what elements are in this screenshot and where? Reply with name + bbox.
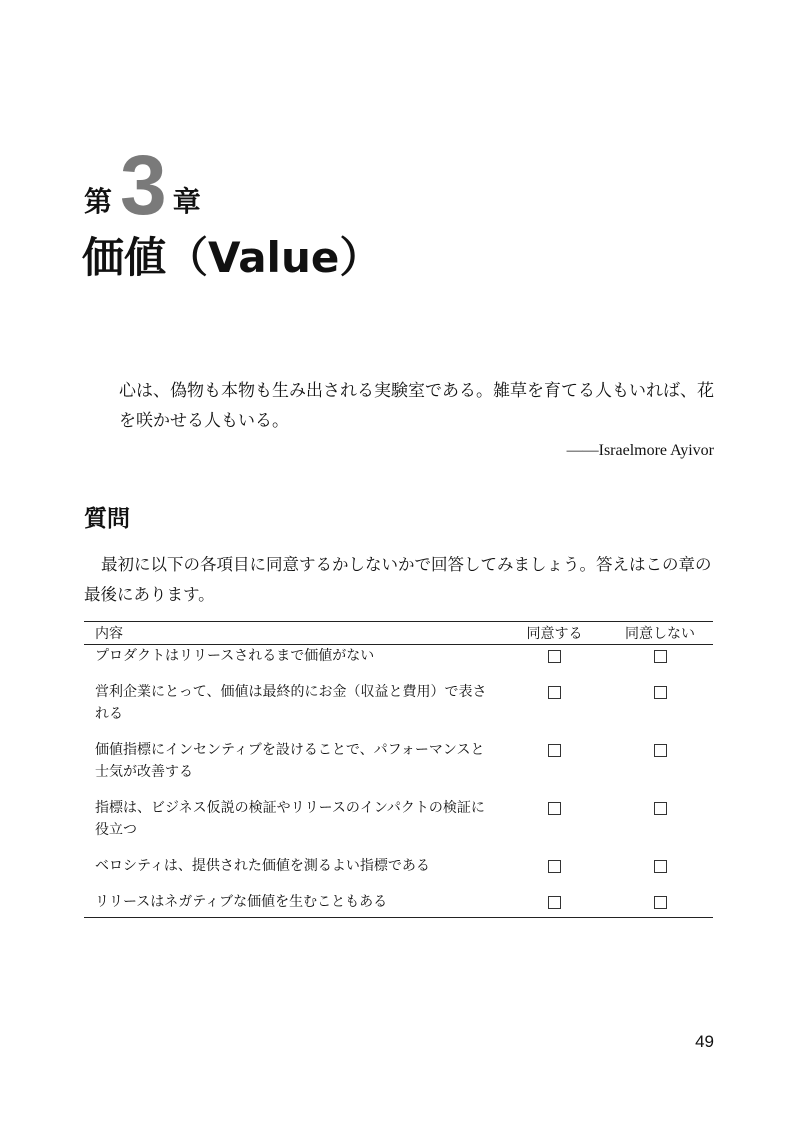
agree-checkbox[interactable]	[548, 686, 561, 699]
agree-checkbox[interactable]	[548, 744, 561, 757]
epigraph-quote: 心は、偽物も本物も生み出される実験室である。雑草を育てる人もいれば、花を咲かせる人もいる。	[119, 381, 714, 431]
question-table	[84, 621, 713, 918]
table-row	[84, 855, 713, 891]
table-row	[84, 681, 713, 739]
table-row	[84, 645, 713, 681]
agree-checkbox[interactable]	[548, 896, 561, 909]
disagree-checkbox[interactable]	[654, 650, 667, 663]
disagree-checkbox[interactable]	[654, 896, 667, 909]
agree-checkbox[interactable]	[548, 802, 561, 815]
table-row	[84, 739, 713, 797]
disagree-checkbox[interactable]	[654, 860, 667, 873]
page-number: 49	[695, 1032, 714, 1051]
disagree-checkbox[interactable]	[654, 686, 667, 699]
agree-checkbox[interactable]	[548, 650, 561, 663]
disagree-checkbox[interactable]	[654, 744, 667, 757]
chapter-number: 3	[120, 138, 167, 232]
chapter-label	[84, 138, 201, 232]
row-text: 価値指標にインセンティブを設けることで、パフォーマンスと士気が改善する	[95, 742, 485, 780]
disagree-checkbox[interactable]	[654, 802, 667, 815]
chapter-suffix: 章	[172, 185, 201, 218]
agree-checkbox[interactable]	[548, 860, 561, 873]
row-text: 営利企業にとって、価値は最終的にお金（収益と費用）で表される	[95, 684, 487, 722]
section-heading: 質問	[84, 506, 130, 532]
table-row	[84, 797, 713, 855]
table-header	[84, 622, 713, 645]
row-text: リリースはネガティブな価値を生むこともある	[95, 894, 388, 910]
section-intro: 最初に以下の各項目に同意するかしないかで回答してみましょう。答えはこの章の最後にあります。	[84, 555, 712, 604]
table-row	[84, 891, 713, 917]
chapter-title: 価値（Value）	[82, 233, 382, 282]
epigraph-attribution: ――Israelmore Ayivor	[566, 442, 714, 459]
header-disagree: 同意しない	[625, 626, 695, 642]
header-content: 内容	[95, 626, 123, 642]
row-text: 指標は、ビジネス仮説の検証やリリースのインパクトの検証に役立つ	[95, 800, 485, 838]
row-text: ベロシティは、提供された価値を測るよい指標である	[95, 858, 430, 874]
header-agree: 同意する	[526, 626, 583, 642]
row-text: プロダクトはリリースされるまで価値がない	[95, 648, 375, 664]
chapter-prefix: 第	[84, 185, 113, 218]
